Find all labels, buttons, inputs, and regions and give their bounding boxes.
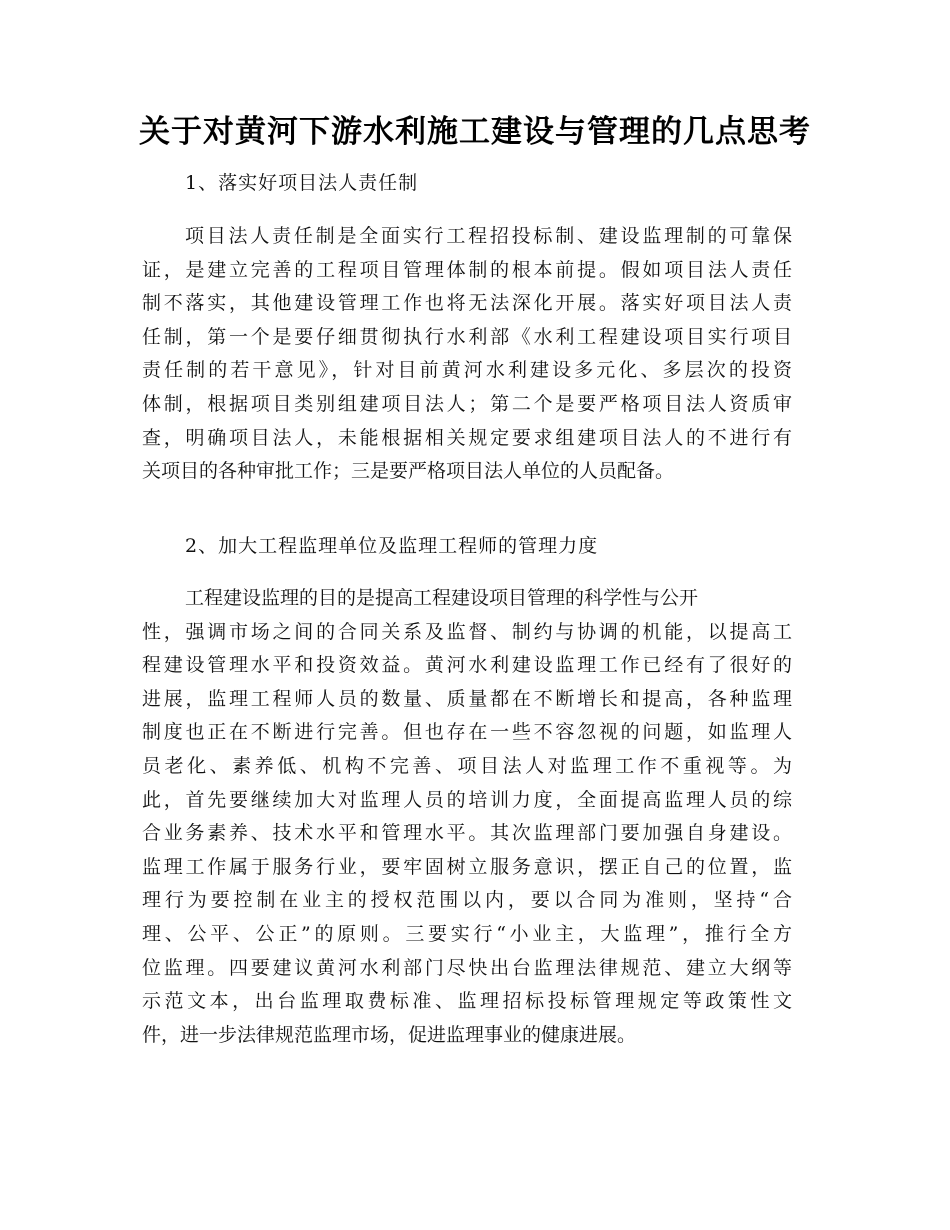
paragraph-line: 关项目的各种审批工作；三是要严格项目法人单位的人员配备。 <box>142 460 675 483</box>
section-1-paragraph <box>142 220 792 489</box>
paragraph-line: 位监理。四要建议黄河水利部门尽快出台监理法律规范、建立大纲等 <box>142 956 792 979</box>
paragraph-line: 查，明确项目法人，未能根据相关规定要求组建项目法人的不进行有 <box>142 426 792 449</box>
paragraph-line: 项目法人责任制是全面实行工程招投标制、建设监理制的可靠保 <box>185 225 792 247</box>
paragraph-line: 责任制的若干意见》，针对目前黄河水利建设多元化、多层次的投资 <box>142 359 792 382</box>
paragraph-line: 程建设管理水平和投资效益。黄河水利建设监理工作已经有了很好的 <box>142 654 792 677</box>
paragraph-line: 证，是建立完善的工程项目管理体制的根本前提。假如项目法人责任 <box>142 258 792 281</box>
paragraph-line: 工程建设监理的目的是提高工程建设项目管理的科学性与公开 <box>185 587 699 609</box>
paragraph-line: 任制，第一个是要仔细贯彻执行水利部《水利工程建设项目实行项目 <box>142 325 792 348</box>
paragraph-line: 此，首先要继续加大对监理人员的培训力度，全面提高监理人员的综 <box>142 788 792 811</box>
section-heading-1: 1、落实好项目法人责任制 <box>185 172 419 194</box>
paragraph-line: 员老化、素养低、机构不完善、项目法人对监理工作不重视等。为 <box>142 754 792 777</box>
paragraph-line: 合业务素养、技术水平和管理水平。其次监理部门要加强自身建设。 <box>142 822 792 845</box>
section-heading-2: 2、加大工程监理单位及监理工程师的管理力度 <box>185 535 599 557</box>
paragraph-line: 制度也正在不断进行完善。但也存在一些不容忽视的问题，如监理人 <box>142 721 792 744</box>
paragraph-line: 理、公平、公正”的原则。三要实行“小业主，大监理”，推行全方 <box>142 922 792 945</box>
paragraph-line: 监理工作属于服务行业，要牢固树立服务意识，摆正自己的位置，监 <box>142 855 792 878</box>
paragraph-line: 进展，监理工程师人员的数量、质量都在不断增长和提高，各种监理 <box>142 687 792 710</box>
paragraph-line: 件，进一步法律规范监理市场，促进监理事业的健康进展。 <box>142 1023 637 1046</box>
paragraph-line: 性，强调市场之间的合同关系及监督、制约与协调的机能，以提高工 <box>142 620 792 643</box>
paragraph-line: 示范文本，出台监理取费标准、监理招标投标管理规定等政策性文 <box>142 990 792 1013</box>
paragraph-line: 理行为要控制在业主的授权范围以内，要以合同为准则，坚持“合 <box>142 889 792 912</box>
document-title: 关于对黄河下游水利施工建设与管理的几点思考 <box>139 114 811 150</box>
paragraph-line: 制不落实，其他建设管理工作也将无法深化开展。落实好项目法人责 <box>142 292 792 315</box>
section-2-paragraph <box>142 582 792 1052</box>
paragraph-line: 体制，根据项目类别组建项目法人；第二个是要严格项目法人资质审 <box>142 392 792 415</box>
